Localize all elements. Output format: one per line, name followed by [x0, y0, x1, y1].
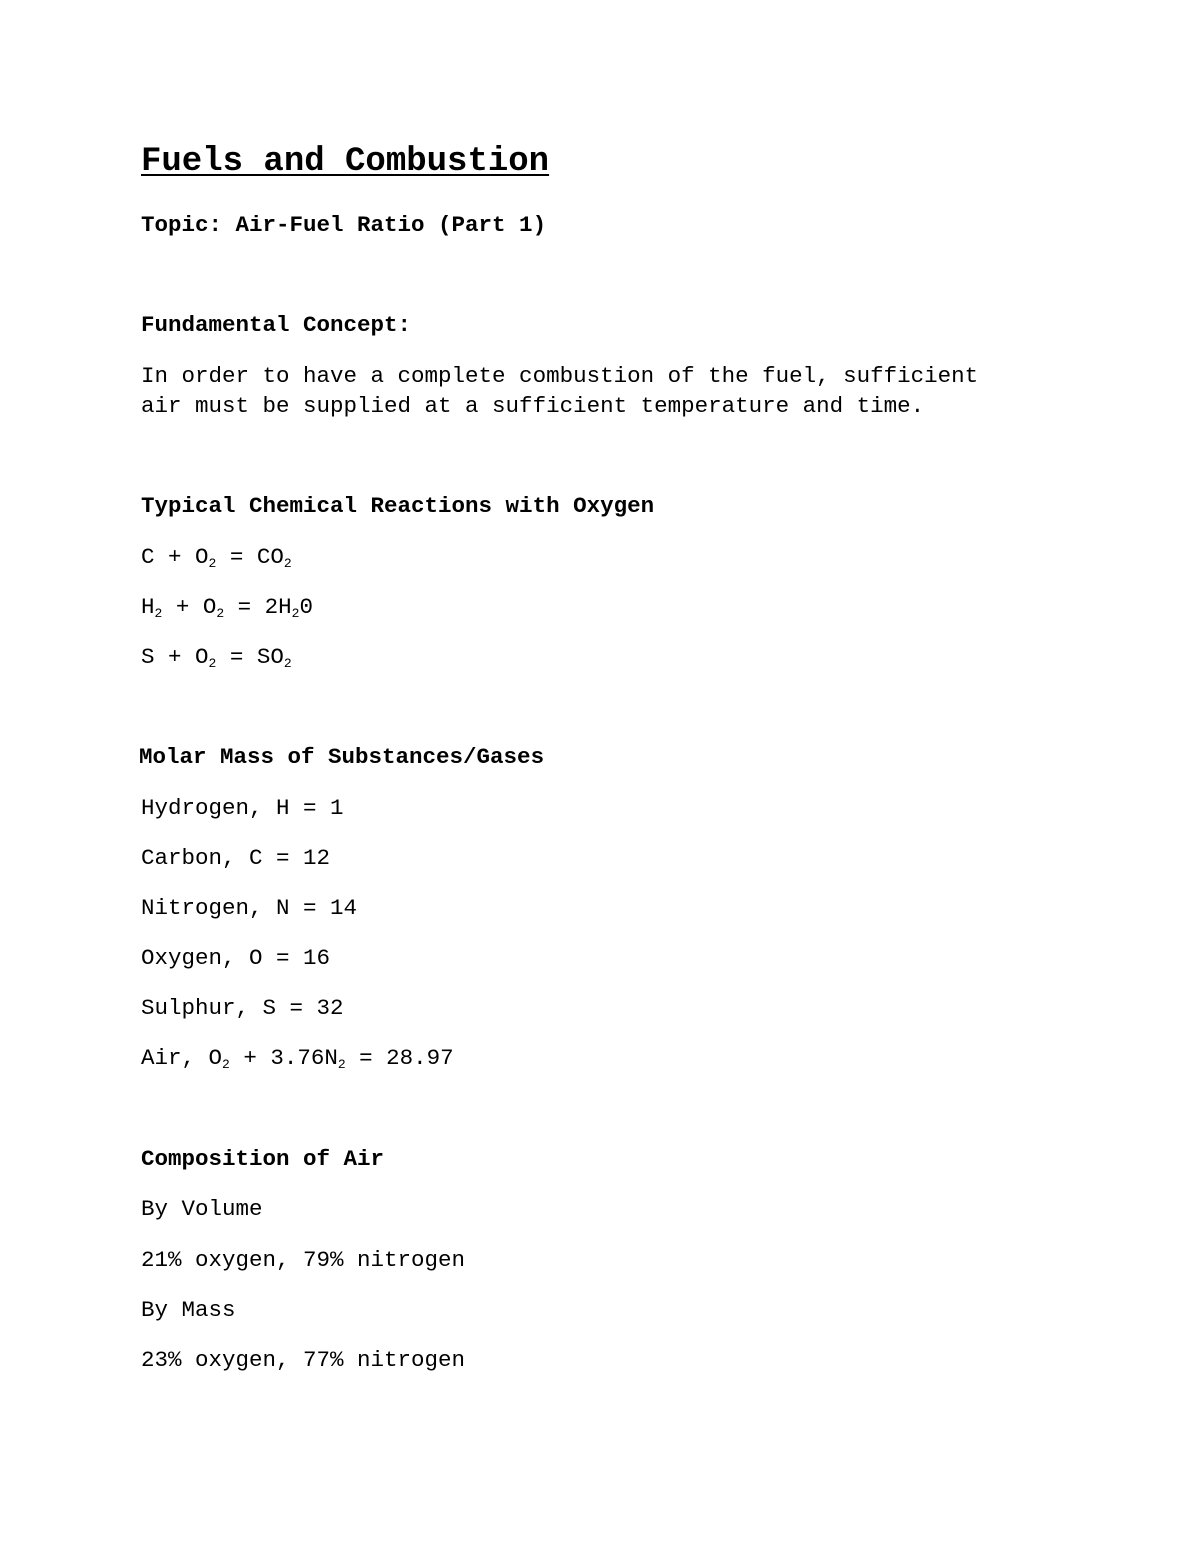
molar-item: Carbon, C = 12 — [141, 845, 331, 871]
molar-item: Oxygen, O = 16 — [141, 945, 331, 971]
molar-item: Sulphur, S = 32 — [141, 995, 344, 1021]
composition-mass-label: By Mass — [141, 1297, 236, 1323]
composition-volume-value: 21% oxygen, 79% nitrogen — [141, 1247, 466, 1273]
reaction-carbon: $C + O_2 = CO_2$ — [141, 544, 292, 571]
reaction-hydrogen: $H_2 + O_2 = 2H_20$ — [141, 594, 313, 621]
molar-item-air: Air, $O_2 + 3.76N_2 = 28.97$ — [141, 1045, 454, 1072]
reaction-sulphur: $S + O_2 = SO_2$ — [141, 644, 292, 671]
fundamental-heading: Fundamental Concept: — [141, 312, 412, 338]
molar-item: Hydrogen, H = 1 — [141, 795, 344, 821]
molar-item: Nitrogen, N = 14 — [141, 895, 358, 921]
fundamental-text-line-2: air must be supplied at a sufficient temperature and time. — [141, 393, 925, 419]
fundamental-text-line-1: In order to have a complete combustion of the fuel, sufficient — [141, 363, 979, 389]
composition-heading: Composition of Air — [141, 1146, 385, 1172]
page-title: Fuels and Combustion — [141, 143, 550, 181]
composition-mass-value: 23% oxygen, 77% nitrogen — [141, 1347, 466, 1373]
composition-volume-label: By Volume — [141, 1196, 263, 1222]
molar-mass-heading: Molar Mass of Substances/Gases — [139, 744, 545, 770]
reactions-heading: Typical Chemical Reactions with Oxygen — [141, 493, 655, 519]
topic-line: Topic: Air-Fuel Ratio (Part 1) — [141, 212, 547, 238]
